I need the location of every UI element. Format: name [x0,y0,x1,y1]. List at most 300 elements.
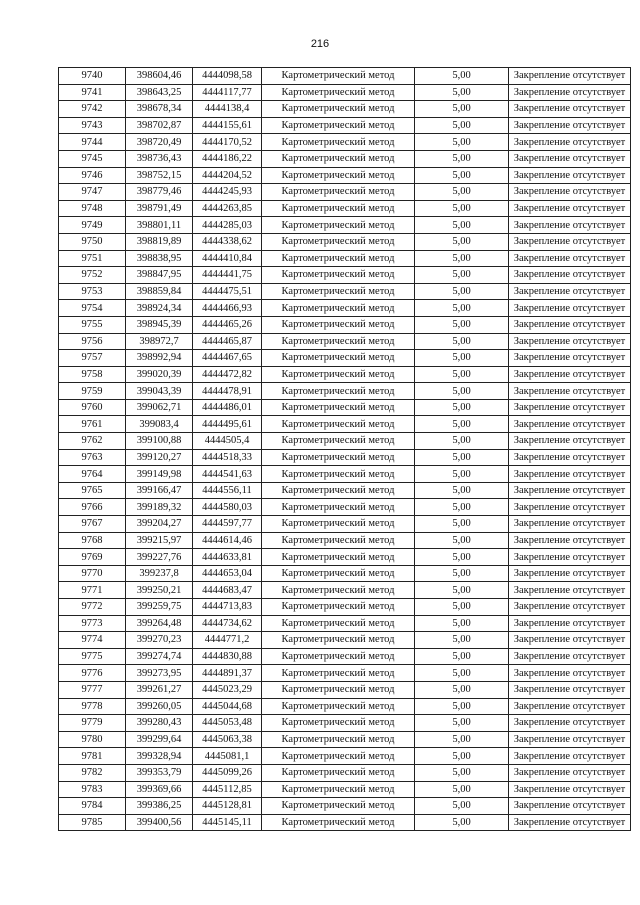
x-coordinate-cell: 399299,64 [126,731,193,748]
table-row [59,68,631,85]
point-number-cell: 9746 [59,167,126,184]
table-row [59,300,631,317]
accuracy-cell: 5,00 [415,764,509,781]
y-coordinate-cell: 4445044,68 [193,698,262,715]
table-row [59,798,631,815]
point-number-cell: 9758 [59,366,126,383]
y-coordinate-cell: 4444263,85 [193,200,262,217]
accuracy-cell: 5,00 [415,134,509,151]
table-row [59,814,631,831]
y-coordinate-cell: 4444597,77 [193,516,262,533]
x-coordinate-cell: 399043,39 [126,383,193,400]
fixation-cell: Закрепление отсутствует [509,267,631,284]
fixation-cell: Закрепление отсутствует [509,316,631,333]
point-number-cell: 9777 [59,681,126,698]
accuracy-cell: 5,00 [415,599,509,616]
x-coordinate-cell: 399237,8 [126,565,193,582]
fixation-cell: Закрепление отсутствует [509,250,631,267]
y-coordinate-cell: 4444580,03 [193,499,262,516]
method-cell: Картометрический метод [262,532,415,549]
fixation-cell: Закрепление отсутствует [509,416,631,433]
accuracy-cell: 5,00 [415,516,509,533]
table-row [59,698,631,715]
method-cell: Картометрический метод [262,781,415,798]
accuracy-cell: 5,00 [415,549,509,566]
table-row [59,433,631,450]
method-cell: Картометрический метод [262,117,415,134]
method-cell: Картометрический метод [262,665,415,682]
point-number-cell: 9781 [59,748,126,765]
y-coordinate-cell: 4444495,61 [193,416,262,433]
point-number-cell: 9740 [59,68,126,85]
point-number-cell: 9753 [59,283,126,300]
table-row [59,150,631,167]
accuracy-cell: 5,00 [415,433,509,450]
accuracy-cell: 5,00 [415,698,509,715]
point-number-cell: 9783 [59,781,126,798]
y-coordinate-cell: 4444466,93 [193,300,262,317]
point-number-cell: 9744 [59,134,126,151]
method-cell: Картометрический метод [262,68,415,85]
method-cell: Картометрический метод [262,184,415,201]
method-cell: Картометрический метод [262,300,415,317]
method-cell: Картометрический метод [262,333,415,350]
fixation-cell: Закрепление отсутствует [509,582,631,599]
x-coordinate-cell: 399149,98 [126,466,193,483]
y-coordinate-cell: 4444475,51 [193,283,262,300]
point-number-cell: 9772 [59,599,126,616]
accuracy-cell: 5,00 [415,84,509,101]
x-coordinate-cell: 399204,27 [126,516,193,533]
accuracy-cell: 5,00 [415,117,509,134]
point-number-cell: 9755 [59,316,126,333]
point-number-cell: 9773 [59,615,126,632]
fixation-cell: Закрепление отсутствует [509,433,631,450]
accuracy-cell: 5,00 [415,300,509,317]
y-coordinate-cell: 4445099,26 [193,764,262,781]
x-coordinate-cell: 398945,39 [126,316,193,333]
point-number-cell: 9743 [59,117,126,134]
point-number-cell: 9764 [59,466,126,483]
y-coordinate-cell: 4444410,84 [193,250,262,267]
method-cell: Картометрический метод [262,200,415,217]
y-coordinate-cell: 4444465,26 [193,316,262,333]
fixation-cell: Закрепление отсутствует [509,134,631,151]
table-row [59,184,631,201]
y-coordinate-cell: 4445112,85 [193,781,262,798]
method-cell: Картометрический метод [262,233,415,250]
table-row [59,200,631,217]
method-cell: Картометрический метод [262,715,415,732]
y-coordinate-cell: 4444891,37 [193,665,262,682]
method-cell: Картометрический метод [262,549,415,566]
method-cell: Картометрический метод [262,748,415,765]
point-number-cell: 9760 [59,399,126,416]
method-cell: Картометрический метод [262,615,415,632]
table-row [59,532,631,549]
y-coordinate-cell: 4444541,63 [193,466,262,483]
table-row [59,499,631,516]
fixation-cell: Закрепление отсутствует [509,68,631,85]
point-number-cell: 9776 [59,665,126,682]
y-coordinate-cell: 4444713,83 [193,599,262,616]
table-row [59,101,631,118]
y-coordinate-cell: 4444505,4 [193,433,262,450]
fixation-cell: Закрепление отсутствует [509,283,631,300]
table-row [59,781,631,798]
accuracy-cell: 5,00 [415,383,509,400]
y-coordinate-cell: 4444170,52 [193,134,262,151]
accuracy-cell: 5,00 [415,565,509,582]
fixation-cell: Закрепление отсутствует [509,184,631,201]
method-cell: Картометрический метод [262,150,415,167]
y-coordinate-cell: 4444556,11 [193,482,262,499]
accuracy-cell: 5,00 [415,283,509,300]
x-coordinate-cell: 398604,46 [126,68,193,85]
method-cell: Картометрический метод [262,731,415,748]
x-coordinate-cell: 398838,95 [126,250,193,267]
x-coordinate-cell: 398859,84 [126,283,193,300]
point-number-cell: 9765 [59,482,126,499]
table-row [59,482,631,499]
point-number-cell: 9752 [59,267,126,284]
method-cell: Картометрический метод [262,681,415,698]
accuracy-cell: 5,00 [415,532,509,549]
accuracy-cell: 5,00 [415,167,509,184]
method-cell: Картометрический метод [262,482,415,499]
x-coordinate-cell: 398779,46 [126,184,193,201]
x-coordinate-cell: 398678,34 [126,101,193,118]
table-row [59,217,631,234]
fixation-cell: Закрепление отсутствует [509,300,631,317]
method-cell: Картометрический метод [262,499,415,516]
point-number-cell: 9766 [59,499,126,516]
table-row [59,615,631,632]
y-coordinate-cell: 4444486,01 [193,399,262,416]
accuracy-cell: 5,00 [415,615,509,632]
point-number-cell: 9749 [59,217,126,234]
x-coordinate-cell: 399227,76 [126,549,193,566]
y-coordinate-cell: 4444830,88 [193,648,262,665]
table-row [59,632,631,649]
accuracy-cell: 5,00 [415,101,509,118]
point-number-cell: 9756 [59,333,126,350]
point-number-cell: 9741 [59,84,126,101]
fixation-cell: Закрепление отсутствует [509,681,631,698]
point-number-cell: 9768 [59,532,126,549]
fixation-cell: Закрепление отсутствует [509,698,631,715]
method-cell: Картометрический метод [262,632,415,649]
table-row [59,449,631,466]
table-row [59,366,631,383]
x-coordinate-cell: 398791,49 [126,200,193,217]
method-cell: Картометрический метод [262,316,415,333]
coordinates-table [58,67,631,831]
x-coordinate-cell: 399328,94 [126,748,193,765]
table-row [59,549,631,566]
method-cell: Картометрический метод [262,366,415,383]
fixation-cell: Закрепление отсутствует [509,383,631,400]
table-row [59,233,631,250]
y-coordinate-cell: 4444734,62 [193,615,262,632]
method-cell: Картометрический метод [262,167,415,184]
accuracy-cell: 5,00 [415,632,509,649]
method-cell: Картометрический метод [262,267,415,284]
fixation-cell: Закрепление отсутствует [509,731,631,748]
x-coordinate-cell: 399120,27 [126,449,193,466]
method-cell: Картометрический метод [262,798,415,815]
method-cell: Картометрический метод [262,350,415,367]
y-coordinate-cell: 4444204,52 [193,167,262,184]
accuracy-cell: 5,00 [415,267,509,284]
x-coordinate-cell: 399353,79 [126,764,193,781]
point-number-cell: 9775 [59,648,126,665]
fixation-cell: Закрепление отсутствует [509,615,631,632]
point-number-cell: 9774 [59,632,126,649]
x-coordinate-cell: 398643,25 [126,84,193,101]
table-row [59,466,631,483]
x-coordinate-cell: 398819,89 [126,233,193,250]
y-coordinate-cell: 4444478,91 [193,383,262,400]
y-coordinate-cell: 4444633,81 [193,549,262,566]
accuracy-cell: 5,00 [415,582,509,599]
x-coordinate-cell: 398924,34 [126,300,193,317]
table-row [59,333,631,350]
point-number-cell: 9762 [59,433,126,450]
fixation-cell: Закрепление отсутствует [509,233,631,250]
x-coordinate-cell: 398847,95 [126,267,193,284]
method-cell: Картометрический метод [262,217,415,234]
y-coordinate-cell: 4444155,61 [193,117,262,134]
y-coordinate-cell: 4444771,2 [193,632,262,649]
x-coordinate-cell: 399369,66 [126,781,193,798]
fixation-cell: Закрепление отсутствует [509,648,631,665]
x-coordinate-cell: 399250,21 [126,582,193,599]
method-cell: Картометрический метод [262,283,415,300]
point-number-cell: 9747 [59,184,126,201]
fixation-cell: Закрепление отсутствует [509,532,631,549]
method-cell: Картометрический метод [262,698,415,715]
table-row [59,731,631,748]
fixation-cell: Закрепление отсутствует [509,217,631,234]
y-coordinate-cell: 4445128,81 [193,798,262,815]
y-coordinate-cell: 4444186,22 [193,150,262,167]
y-coordinate-cell: 4444653,04 [193,565,262,582]
table-row [59,748,631,765]
table-row [59,283,631,300]
fixation-cell: Закрепление отсутствует [509,333,631,350]
fixation-cell: Закрепление отсутствует [509,798,631,815]
x-coordinate-cell: 399274,74 [126,648,193,665]
table-row [59,250,631,267]
fixation-cell: Закрепление отсутствует [509,516,631,533]
x-coordinate-cell: 399280,43 [126,715,193,732]
x-coordinate-cell: 398720,49 [126,134,193,151]
accuracy-cell: 5,00 [415,798,509,815]
point-number-cell: 9748 [59,200,126,217]
y-coordinate-cell: 4445023,29 [193,681,262,698]
method-cell: Картометрический метод [262,383,415,400]
accuracy-cell: 5,00 [415,665,509,682]
table-row [59,383,631,400]
y-coordinate-cell: 4445081,1 [193,748,262,765]
y-coordinate-cell: 4445063,38 [193,731,262,748]
y-coordinate-cell: 4444472,82 [193,366,262,383]
y-coordinate-cell: 4444441,75 [193,267,262,284]
method-cell: Картометрический метод [262,764,415,781]
table-row [59,681,631,698]
point-number-cell: 9751 [59,250,126,267]
table-row [59,599,631,616]
fixation-cell: Закрепление отсутствует [509,482,631,499]
fixation-cell: Закрепление отсутствует [509,84,631,101]
page-number: 216 [310,38,330,50]
method-cell: Картометрический метод [262,399,415,416]
y-coordinate-cell: 4444467,65 [193,350,262,367]
y-coordinate-cell: 4444285,03 [193,217,262,234]
point-number-cell: 9779 [59,715,126,732]
accuracy-cell: 5,00 [415,681,509,698]
accuracy-cell: 5,00 [415,200,509,217]
fixation-cell: Закрепление отсутствует [509,715,631,732]
fixation-cell: Закрепление отсутствует [509,499,631,516]
x-coordinate-cell: 399273,95 [126,665,193,682]
accuracy-cell: 5,00 [415,731,509,748]
fixation-cell: Закрепление отсутствует [509,748,631,765]
fixation-cell: Закрепление отсутствует [509,565,631,582]
point-number-cell: 9780 [59,731,126,748]
fixation-cell: Закрепление отсутствует [509,814,631,831]
x-coordinate-cell: 399215,97 [126,532,193,549]
point-number-cell: 9771 [59,582,126,599]
x-coordinate-cell: 399100,88 [126,433,193,450]
method-cell: Картометрический метод [262,449,415,466]
accuracy-cell: 5,00 [415,449,509,466]
method-cell: Картометрический метод [262,416,415,433]
x-coordinate-cell: 399020,39 [126,366,193,383]
point-number-cell: 9742 [59,101,126,118]
y-coordinate-cell: 4444245,93 [193,184,262,201]
accuracy-cell: 5,00 [415,233,509,250]
accuracy-cell: 5,00 [415,715,509,732]
x-coordinate-cell: 399260,05 [126,698,193,715]
table-row [59,84,631,101]
point-number-cell: 9761 [59,416,126,433]
fixation-cell: Закрепление отсутствует [509,632,631,649]
fixation-cell: Закрепление отсутствует [509,449,631,466]
method-cell: Картометрический метод [262,582,415,599]
method-cell: Картометрический метод [262,599,415,616]
fixation-cell: Закрепление отсутствует [509,200,631,217]
fixation-cell: Закрепление отсутствует [509,117,631,134]
method-cell: Картометрический метод [262,433,415,450]
x-coordinate-cell: 399270,23 [126,632,193,649]
accuracy-cell: 5,00 [415,150,509,167]
fixation-cell: Закрепление отсутствует [509,599,631,616]
fixation-cell: Закрепление отсутствует [509,665,631,682]
accuracy-cell: 5,00 [415,416,509,433]
accuracy-cell: 5,00 [415,68,509,85]
fixation-cell: Закрепление отсутствует [509,764,631,781]
point-number-cell: 9754 [59,300,126,317]
table-row [59,764,631,781]
accuracy-cell: 5,00 [415,366,509,383]
method-cell: Картометрический метод [262,516,415,533]
table-row [59,316,631,333]
method-cell: Картометрический метод [262,466,415,483]
fixation-cell: Закрепление отсутствует [509,466,631,483]
y-coordinate-cell: 4445145,11 [193,814,262,831]
table-row [59,416,631,433]
point-number-cell: 9745 [59,150,126,167]
table-row [59,582,631,599]
table-row [59,350,631,367]
x-coordinate-cell: 398752,15 [126,167,193,184]
table-row [59,565,631,582]
x-coordinate-cell: 399189,32 [126,499,193,516]
x-coordinate-cell: 399083,4 [126,416,193,433]
table-row [59,665,631,682]
accuracy-cell: 5,00 [415,781,509,798]
y-coordinate-cell: 4444138,4 [193,101,262,118]
point-number-cell: 9767 [59,516,126,533]
table-row [59,267,631,284]
accuracy-cell: 5,00 [415,814,509,831]
accuracy-cell: 5,00 [415,648,509,665]
method-cell: Картометрический метод [262,814,415,831]
fixation-cell: Закрепление отсутствует [509,399,631,416]
x-coordinate-cell: 399261,27 [126,681,193,698]
table-row [59,516,631,533]
accuracy-cell: 5,00 [415,499,509,516]
accuracy-cell: 5,00 [415,482,509,499]
fixation-cell: Закрепление отсутствует [509,781,631,798]
y-coordinate-cell: 4444465,87 [193,333,262,350]
method-cell: Картометрический метод [262,84,415,101]
table-row [59,399,631,416]
method-cell: Картометрический метод [262,250,415,267]
point-number-cell: 9759 [59,383,126,400]
y-coordinate-cell: 4444338,62 [193,233,262,250]
accuracy-cell: 5,00 [415,333,509,350]
x-coordinate-cell: 399400,56 [126,814,193,831]
accuracy-cell: 5,00 [415,184,509,201]
point-number-cell: 9785 [59,814,126,831]
accuracy-cell: 5,00 [415,217,509,234]
x-coordinate-cell: 398702,87 [126,117,193,134]
point-number-cell: 9784 [59,798,126,815]
fixation-cell: Закрепление отсутствует [509,549,631,566]
x-coordinate-cell: 399386,25 [126,798,193,815]
table-row [59,648,631,665]
x-coordinate-cell: 398801,11 [126,217,193,234]
y-coordinate-cell: 4444117,77 [193,84,262,101]
x-coordinate-cell: 398736,43 [126,150,193,167]
table-row [59,167,631,184]
accuracy-cell: 5,00 [415,748,509,765]
x-coordinate-cell: 398992,94 [126,350,193,367]
y-coordinate-cell: 4444518,33 [193,449,262,466]
fixation-cell: Закрепление отсутствует [509,101,631,118]
point-number-cell: 9769 [59,549,126,566]
point-number-cell: 9782 [59,764,126,781]
x-coordinate-cell: 399259,75 [126,599,193,616]
table-row [59,134,631,151]
accuracy-cell: 5,00 [415,399,509,416]
accuracy-cell: 5,00 [415,316,509,333]
y-coordinate-cell: 4444098,58 [193,68,262,85]
y-coordinate-cell: 4444683,47 [193,582,262,599]
